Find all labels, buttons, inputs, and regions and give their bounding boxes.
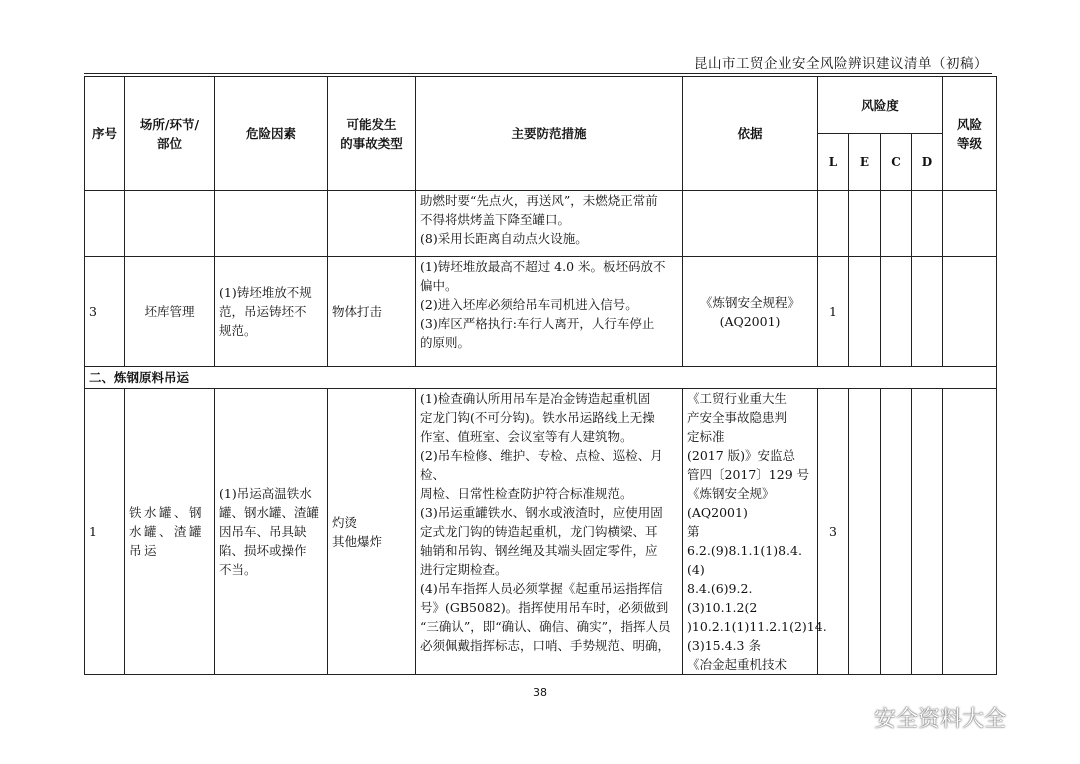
- cell-hazard: [215, 389, 328, 675]
- measure-line: (1)检查确认所用吊车是冶金铸造起重机固: [420, 391, 651, 406]
- basis-line: 8.4.(6)9.2.(3)10.1.2(2: [687, 581, 758, 615]
- cell-place: 坯库管理: [125, 257, 215, 367]
- header-basis: 依据: [683, 77, 818, 191]
- hazard-line: (1)吊运高温铁水: [219, 486, 312, 501]
- table-row: [85, 191, 997, 257]
- table-row: [85, 389, 997, 675]
- measure-line: 必须佩戴指挥标志，口哨、手势规范、明确，: [420, 638, 671, 653]
- measure-line: “三确认”，即“确认、确信、确实”，指挥人员: [420, 619, 671, 634]
- cell-risk-level: [943, 257, 997, 367]
- page-number: 38: [533, 686, 547, 699]
- cell-empty: [943, 191, 997, 257]
- header-measures: 主要防范措施: [416, 77, 683, 191]
- hazard-line: 范，吊运铸坯不: [219, 304, 307, 319]
- watermark: [838, 702, 1006, 733]
- cell-seq: 3: [85, 257, 125, 367]
- hazard-line: 罐、钢水罐、渣罐: [219, 505, 320, 520]
- header-C: C: [881, 134, 912, 191]
- measure-line: 作室、值班室、会议室等有人建筑物。: [420, 429, 633, 444]
- measure-line: 号》(GB5082)。指挥使用吊车时，必须做到: [420, 600, 669, 615]
- cell-empty: [215, 191, 328, 257]
- cell-C: [881, 389, 912, 675]
- cell-risk-level: [943, 389, 997, 675]
- measure-line: (2)进入坯库必须给吊车司机进入信号。: [420, 297, 638, 312]
- cell-C: [881, 257, 912, 367]
- basis-line: (2017 版)》安监总: [687, 448, 796, 463]
- header-hazard: 危险因素: [215, 77, 328, 191]
- hazard-line: 规范。: [219, 323, 257, 338]
- table-row: [85, 257, 997, 367]
- basis-line: 定标准: [687, 429, 725, 444]
- basis-line: 《工贸行业重大生: [687, 391, 788, 406]
- basis-line: )10.2.1(1)11.2.1(2)14.: [687, 619, 827, 634]
- cell-E: [849, 257, 881, 367]
- risk-table: [84, 76, 997, 675]
- basis-line: 管四〔2017〕129 号: [687, 467, 810, 482]
- hazard-line: 陷、损坏或操作: [219, 543, 307, 558]
- wechat-icon: [838, 705, 868, 731]
- basis-line: (3)15.4.3 条: [687, 638, 761, 653]
- place-line: 吊运: [129, 543, 160, 558]
- header-accident: [328, 77, 416, 191]
- measure-line: 定式龙门钩的铸造起重机，龙门钩横梁、耳: [420, 524, 658, 539]
- measure-line: 进行定期检查。: [420, 562, 508, 577]
- header-rule: [84, 73, 992, 74]
- cell-L: 3: [818, 389, 849, 675]
- header-risk-level-line: 等级: [957, 135, 983, 151]
- cell-basis: [683, 257, 818, 367]
- measure-line: 的原则。: [420, 335, 471, 350]
- basis-line: (AQ2001): [687, 505, 748, 520]
- measure-line: 助燃时要“先点火，再送风”，未燃烧正常前: [420, 193, 658, 208]
- cell-empty: [683, 191, 818, 257]
- measure-line: (3)库区严格执行:车行人离开，人行车停止: [420, 316, 655, 331]
- measure-line: (8)采用长距离自动点火设施。: [420, 231, 588, 246]
- accident-line: 其他爆炸: [332, 533, 383, 549]
- header-E: E: [849, 134, 881, 191]
- measure-line: (2)吊车检修、维护、专检、点检、巡检、月检、: [420, 448, 663, 482]
- measure-line: 定龙门钩(不可分钩)。铁水吊运路线上无操: [420, 410, 655, 425]
- header-risk-level: [943, 77, 997, 191]
- basis-line: 《冶金起重机技术: [687, 657, 788, 672]
- header-accident-line: 的事故类型: [340, 135, 403, 151]
- cell-empty: [818, 191, 849, 257]
- measure-line: (4)吊车指挥人员必须掌握《起重吊运指挥信: [420, 581, 663, 596]
- basis-line: (AQ2001): [719, 313, 781, 329]
- header-risk-degree: 风险度: [818, 77, 943, 134]
- header-place: [125, 77, 215, 191]
- basis-line: 《炼钢安全规程》: [699, 294, 800, 310]
- section-title: 二、炼钢原料吊运: [85, 367, 997, 389]
- header-place-line: 场所/环节/: [139, 116, 200, 132]
- cell-empty: [849, 191, 881, 257]
- section-row: [85, 367, 997, 389]
- cell-hazard: [215, 257, 328, 367]
- cell-empty: [912, 191, 943, 257]
- cell-measures: [416, 389, 683, 675]
- cell-basis: [683, 389, 827, 675]
- measure-line: 轴销和吊钩、钢丝绳及其端头固定零件，应: [420, 543, 658, 558]
- cell-measures: [416, 257, 683, 367]
- basis-line: 6.2.(9)8.1.1(1)8.4.(4): [687, 543, 802, 577]
- cell-place: [125, 389, 215, 675]
- cell-accident: 物体打击: [328, 257, 416, 367]
- cell-L: 1: [818, 257, 849, 367]
- place-line: 铁水罐、钢: [129, 505, 205, 520]
- cell-empty: [328, 191, 416, 257]
- measure-line: 偏中。: [420, 278, 458, 293]
- cell-seq: 1: [85, 389, 125, 675]
- header-risk-level-line: 风险: [957, 116, 983, 132]
- measure-line: 不得将烘烤盖下降至罐口。: [420, 212, 571, 227]
- document-title: 昆山市工贸企业安全风险辨识建议清单（初稿）: [694, 56, 988, 72]
- header-accident-line: 可能发生: [346, 116, 397, 132]
- basis-line: 第: [687, 524, 700, 539]
- measure-line: (1)铸坯堆放最高不超过 4.0 米。板坯码放不: [420, 259, 666, 274]
- cell-empty: [85, 191, 125, 257]
- header-seq: 序号: [85, 77, 125, 191]
- measure-line: 周检、日常性检查防护符合标准规范。: [420, 486, 633, 501]
- cell-accident: [328, 389, 416, 675]
- header-place-line: 部位: [156, 135, 182, 151]
- cell-E: [849, 389, 881, 675]
- watermark-text: 安全资料大全: [874, 707, 1007, 732]
- accident-line: 灼烫: [332, 514, 358, 530]
- hazard-line: (1)铸坯堆放不规: [219, 285, 312, 300]
- cell-D: [912, 389, 943, 675]
- basis-line: 产安全事故隐患判: [687, 410, 788, 425]
- cell-empty: [125, 191, 215, 257]
- hazard-line: 因吊车、吊具缺: [219, 524, 307, 539]
- header-L: L: [818, 134, 849, 191]
- header-D: D: [912, 134, 943, 191]
- measure-line: (3)吊运重罐铁水、钢水或液渣时，应使用固: [420, 505, 663, 520]
- place-line: 水罐、渣罐: [129, 524, 205, 539]
- basis-line: 《炼钢安全规》: [687, 486, 775, 501]
- hazard-line: 不当。: [219, 562, 257, 577]
- cell-measures: [416, 191, 683, 257]
- cell-empty: [881, 191, 912, 257]
- cell-D: [912, 257, 943, 367]
